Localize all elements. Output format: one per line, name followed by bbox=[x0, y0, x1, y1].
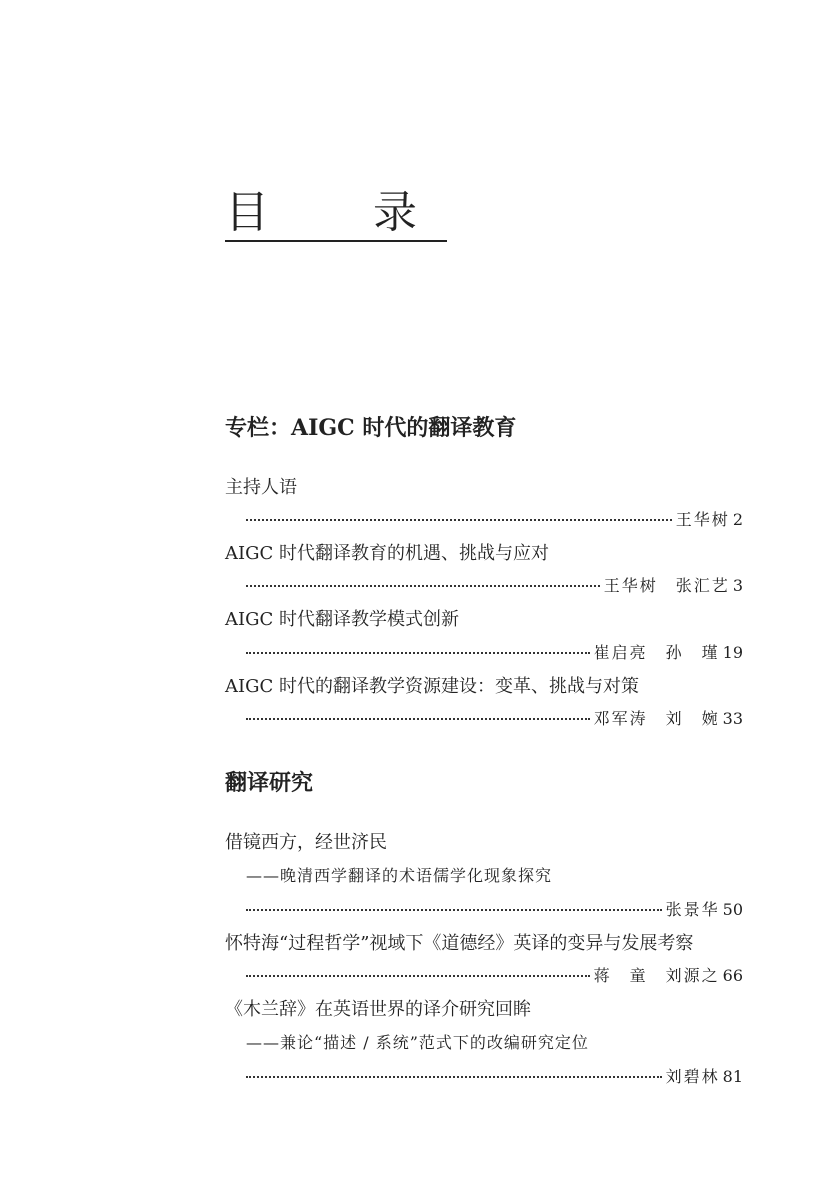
leader-dots bbox=[246, 1076, 662, 1078]
toc-entry-title: 怀特海“过程哲学”视域下《道德经》英译的变异与发展考察 bbox=[225, 933, 694, 954]
toc-leader-line bbox=[246, 508, 743, 532]
toc-entry-page: 3 bbox=[732, 576, 743, 595]
toc-leader-line bbox=[246, 707, 743, 731]
toc-entry-authors: 邓军涛 刘 婉 bbox=[593, 709, 720, 728]
leader-dots bbox=[246, 652, 590, 654]
toc-entry-page: 50 bbox=[722, 900, 743, 919]
leader-dots bbox=[246, 585, 600, 587]
toc-entry-title: AIGC 时代的翻译教学资源建设：变革、挑战与对策 bbox=[225, 676, 639, 697]
toc-entry-title: AIGC 时代翻译教学模式创新 bbox=[225, 609, 459, 630]
toc-entry-authors: 王华树 张汇艺 bbox=[603, 576, 730, 595]
leader-dots bbox=[246, 519, 672, 521]
toc-leader-line bbox=[246, 898, 743, 922]
toc-entry-authors: 崔启亮 孙 瑾 bbox=[593, 643, 720, 662]
section-heading: 翻译研究 bbox=[225, 770, 314, 796]
toc-entry-title: 主持人语 bbox=[225, 477, 297, 498]
toc-entry-page: 81 bbox=[722, 1067, 743, 1086]
toc-entry-page: 19 bbox=[722, 643, 743, 662]
toc-entry-authors: 蒋 童 刘源之 bbox=[593, 966, 720, 985]
toc-entry-subtitle: ——兼论“描述 / 系统”范式下的改编研究定位 bbox=[246, 1033, 589, 1052]
leader-dots bbox=[246, 909, 662, 911]
page-title: 目 录 bbox=[225, 188, 447, 242]
toc-entry-authors: 张景华 bbox=[665, 900, 720, 919]
toc-entry-title: 《木兰辞》在英语世界的译介研究回眸 bbox=[225, 999, 531, 1020]
toc-leader-line bbox=[246, 1065, 743, 1089]
toc-entry-title: AIGC 时代翻译教育的机遇、挑战与应对 bbox=[225, 543, 549, 564]
leader-dots bbox=[246, 975, 590, 977]
section-heading: 专栏：AIGC 时代的翻译教育 bbox=[225, 415, 517, 441]
toc-leader-line bbox=[246, 964, 743, 988]
toc-leader-line bbox=[246, 641, 743, 665]
toc-entry-page: 33 bbox=[722, 709, 743, 728]
toc-entry-page: 2 bbox=[732, 510, 743, 529]
toc-entry-subtitle: ——晚清西学翻译的术语儒学化现象探究 bbox=[246, 866, 553, 885]
toc-entry-page: 66 bbox=[722, 966, 743, 985]
toc-leader-line bbox=[246, 574, 743, 598]
leader-dots bbox=[246, 718, 590, 720]
toc-entry-authors: 王华树 bbox=[675, 510, 730, 529]
toc-entry-title: 借镜西方，经世济民 bbox=[225, 832, 387, 853]
toc-entry-authors: 刘碧林 bbox=[665, 1067, 720, 1086]
